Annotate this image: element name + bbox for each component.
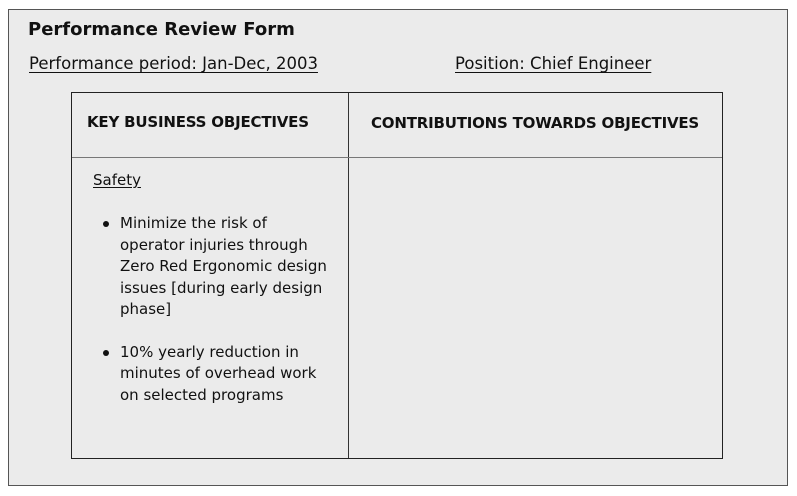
performance-period: Performance period: Jan-Dec, 2003	[29, 54, 318, 73]
section-label-safety: Safety	[93, 171, 141, 189]
bullet-icon	[103, 221, 109, 227]
objective-text: Minimize the risk of operator injuries through Zero Red Ergonomic design issues [during early design phase]	[120, 214, 327, 318]
position-label: Position: Chief Engineer	[455, 54, 652, 73]
list-item	[100, 342, 332, 407]
contributions-cell[interactable]	[349, 158, 722, 458]
objectives-list	[100, 213, 332, 427]
list-item	[100, 213, 332, 321]
key-objectives-header: KEY BUSINESS OBJECTIVES	[87, 113, 309, 131]
objectives-table	[71, 92, 723, 459]
form-title: Performance Review Form	[28, 19, 295, 40]
objective-text: 10% yearly reduction in minutes of overhead work on selected programs	[120, 342, 317, 404]
contributions-header: CONTRIBUTIONS TOWARDS OBJECTIVES	[371, 114, 700, 132]
bullet-icon	[103, 350, 109, 356]
